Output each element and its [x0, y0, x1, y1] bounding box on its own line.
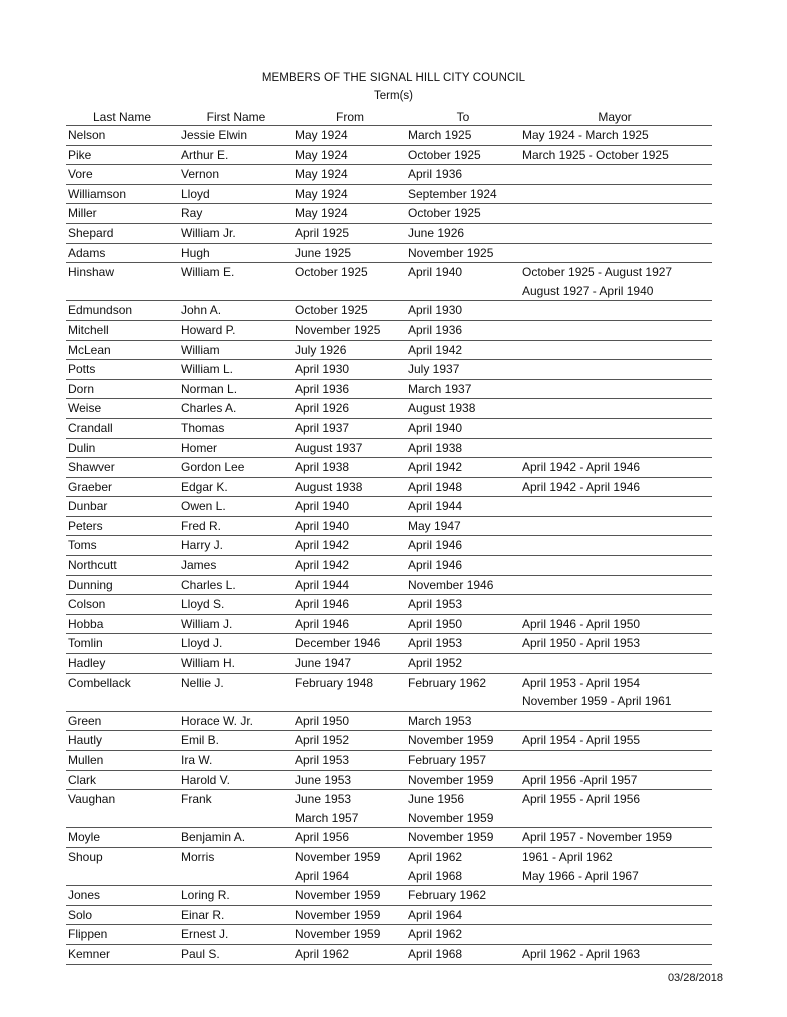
table-row: [66, 125, 712, 146]
term-from-cell: February 1948: [295, 675, 374, 690]
page-title: MEMBERS OF THE SIGNAL HILL CITY COUNCIL: [261, 72, 526, 84]
table-row-line: [66, 925, 712, 944]
table-row-line: [66, 419, 712, 438]
first-name-cell: Lloyd: [181, 186, 210, 201]
mayor-term-cell: April 1957 - November 1959: [522, 830, 673, 845]
table-row: [66, 556, 712, 576]
first-name-cell: Harry J.: [181, 538, 223, 553]
term-to-cell: June 1926: [408, 225, 465, 240]
first-name-cell: Edgar K.: [181, 479, 228, 494]
table-row: [66, 380, 712, 400]
mayor-term-cell: April 1955 - April 1956: [522, 792, 641, 807]
first-name-cell: Charles L.: [181, 577, 236, 592]
term-from-cell: June 1947: [295, 656, 352, 671]
last-name-cell: Dulin: [68, 440, 96, 455]
first-name-cell: Vernon: [181, 167, 220, 182]
first-name-cell: Loring R.: [181, 888, 230, 903]
term-from-cell: May 1924: [295, 206, 348, 221]
term-from-cell: November 1925: [295, 322, 381, 337]
term-from-cell: August 1938: [295, 479, 363, 494]
last-name-cell: Pike: [68, 147, 92, 162]
page-subtitle: Term(s): [374, 90, 413, 102]
table-row: [66, 576, 712, 596]
term-to-cell: February 1962: [408, 675, 487, 690]
last-name-cell: Moyle: [68, 830, 101, 845]
table-row-line: [66, 301, 712, 320]
term-from-cell: April 1953: [295, 753, 350, 767]
term-to-cell: July 1937: [408, 362, 460, 377]
table-row-line: [66, 244, 712, 263]
first-name-cell: Ernest J.: [181, 927, 229, 942]
last-name-cell: Dunning: [68, 577, 113, 592]
table-row-line: [66, 867, 712, 886]
term-to-cell: April 1938: [408, 440, 463, 455]
last-name-cell: Shawver: [68, 460, 115, 475]
table-row: [66, 654, 712, 674]
table-row-line: [66, 828, 712, 847]
term-to-cell: April 1940: [408, 420, 463, 435]
term-from-cell: May 1924: [295, 147, 348, 162]
last-name-cell: Hautly: [68, 733, 103, 748]
table-row: [66, 204, 712, 224]
term-from-cell: June 1953: [295, 772, 352, 787]
table-row-line: [66, 263, 712, 282]
column-header-first-name: First Name: [206, 110, 266, 124]
table-row: [66, 674, 712, 712]
table-row-line: [66, 848, 712, 867]
last-name-cell: Dunbar: [68, 499, 108, 514]
first-name-cell: Thomas: [181, 420, 225, 435]
last-name-cell: Dorn: [68, 381, 95, 396]
term-from-cell: November 1959: [295, 907, 381, 922]
term-from-cell: November 1959: [295, 849, 381, 864]
term-from-cell: April 1946: [295, 616, 350, 631]
table-row: [66, 615, 712, 635]
term-from-cell: April 1942: [295, 558, 350, 573]
table-row: [66, 478, 712, 498]
mayor-term-cell: April 1950 - April 1953: [522, 636, 641, 651]
term-to-cell: April 1968: [408, 946, 463, 961]
last-name-cell: Crandall: [68, 420, 113, 435]
term-to-cell: April 1948: [408, 479, 463, 494]
table-row: [66, 321, 712, 341]
term-from-cell: April 1926: [295, 401, 350, 416]
term-to-cell: April 1953: [408, 636, 463, 651]
last-name-cell: Potts: [68, 362, 96, 377]
last-name-cell: Adams: [68, 245, 106, 260]
last-name-cell: Weise: [68, 401, 102, 416]
table-row: [66, 712, 712, 732]
mayor-term-cell: April 1942 - April 1946: [522, 460, 641, 475]
term-to-cell: March 1925: [408, 128, 472, 142]
table-row-line: [66, 731, 712, 750]
term-to-cell: February 1957: [408, 753, 487, 767]
term-to-cell: April 1942: [408, 460, 463, 475]
first-name-cell: William J.: [181, 616, 233, 631]
last-name-cell: Clark: [68, 772, 97, 787]
table-row: [66, 360, 712, 380]
first-name-cell: John A.: [181, 303, 222, 318]
table-row-line: [66, 165, 712, 184]
table-row-line: [66, 399, 712, 418]
first-name-cell: Lloyd J.: [181, 636, 223, 651]
first-name-cell: Lloyd S.: [181, 597, 225, 612]
term-from-cell: April 1940: [295, 518, 350, 533]
mayor-term-cell: March 1925 - October 1925: [522, 147, 669, 162]
table-row-line: [66, 497, 712, 516]
table-row-line: [66, 945, 712, 964]
term-from-cell: May 1924: [295, 167, 348, 182]
term-from-cell: July 1926: [295, 342, 347, 357]
mayor-term-cell: November 1959 - April 1961: [522, 694, 672, 709]
table-row-line: [66, 654, 712, 673]
first-name-cell: Ira W.: [181, 753, 213, 767]
term-to-cell: September 1924: [408, 186, 497, 201]
term-from-cell: October 1925: [295, 265, 368, 280]
last-name-cell: Nelson: [68, 128, 106, 142]
first-name-cell: Charles A.: [181, 401, 237, 416]
term-from-cell: April 1944: [295, 577, 350, 592]
term-to-cell: April 1946: [408, 558, 463, 573]
term-from-cell: April 1942: [295, 538, 350, 553]
table-row: [66, 458, 712, 478]
first-name-cell: William L.: [181, 362, 234, 377]
term-from-cell: April 1962: [295, 946, 350, 961]
table-row-line: [66, 185, 712, 204]
term-to-cell: May 1947: [408, 518, 461, 533]
term-from-cell: May 1924: [295, 186, 348, 201]
first-name-cell: Hugh: [181, 245, 210, 260]
table-row-line: [66, 478, 712, 497]
table-row: [66, 848, 712, 886]
first-name-cell: Morris: [181, 849, 215, 864]
first-name-cell: William E.: [181, 265, 235, 280]
term-to-cell: June 1956: [408, 792, 465, 807]
table-row-line: [66, 204, 712, 223]
last-name-cell: Shepard: [68, 225, 114, 240]
table-row-line: [66, 536, 712, 555]
table-row-line: [66, 712, 712, 731]
last-name-cell: Mullen: [68, 753, 104, 767]
first-name-cell: Frank: [181, 792, 212, 807]
term-to-cell: April 1952: [408, 656, 463, 671]
table-row-line: [66, 771, 712, 790]
table-row-line: [66, 576, 712, 595]
term-to-cell: August 1938: [408, 401, 476, 416]
term-to-cell: November 1959: [408, 733, 494, 748]
table-row: [66, 399, 712, 419]
table-row: [66, 301, 712, 321]
table-row-line: [66, 458, 712, 477]
table-row: [66, 595, 712, 615]
last-name-cell: Miller: [68, 206, 97, 221]
term-from-cell: April 1946: [295, 597, 350, 612]
council-members-table: [66, 125, 712, 965]
first-name-cell: Horace W. Jr.: [181, 713, 254, 728]
table-row: [66, 165, 712, 185]
last-name-cell: Hadley: [68, 656, 106, 671]
mayor-term-cell: April 1954 - April 1955: [522, 733, 641, 748]
term-to-cell: March 1937: [408, 381, 472, 396]
table-row-line: [66, 341, 712, 360]
table-row-line: [66, 615, 712, 634]
last-name-cell: Williamson: [68, 186, 127, 201]
term-from-cell: June 1953: [295, 792, 352, 807]
term-from-cell: April 1936: [295, 381, 350, 396]
table-row: [66, 185, 712, 205]
term-to-cell: April 1944: [408, 499, 463, 514]
first-name-cell: Gordon Lee: [181, 460, 245, 475]
term-to-cell: April 1940: [408, 265, 463, 280]
term-to-cell: April 1962: [408, 849, 463, 864]
last-name-cell: Edmundson: [68, 303, 133, 318]
table-row: [66, 906, 712, 926]
table-row: [66, 517, 712, 537]
table-row: [66, 146, 712, 166]
term-to-cell: April 1936: [408, 167, 463, 182]
table-row-line: [66, 380, 712, 399]
term-from-cell: May 1924: [295, 128, 348, 142]
mayor-term-cell: August 1927 - April 1940: [522, 283, 654, 298]
term-to-cell: November 1959: [408, 810, 494, 825]
last-name-cell: Peters: [68, 518, 103, 533]
last-name-cell: Colson: [68, 597, 106, 612]
first-name-cell: William H.: [181, 656, 235, 671]
term-from-cell: August 1937: [295, 440, 363, 455]
last-name-cell: Graeber: [68, 479, 113, 494]
column-header-to: To: [456, 110, 470, 124]
table-row: [66, 419, 712, 439]
term-from-cell: April 1925: [295, 225, 350, 240]
first-name-cell: Harold V.: [181, 772, 230, 787]
term-from-cell: April 1937: [295, 420, 350, 435]
term-from-cell: April 1940: [295, 499, 350, 514]
term-from-cell: April 1956: [295, 830, 350, 845]
table-row-line: [66, 360, 712, 379]
term-to-cell: April 1953: [408, 597, 463, 612]
term-to-cell: April 1968: [408, 868, 463, 883]
last-name-cell: Kemner: [68, 946, 111, 961]
first-name-cell: William: [181, 342, 220, 357]
first-name-cell: Einar R.: [181, 907, 225, 922]
mayor-term-cell: October 1925 - August 1927: [522, 265, 673, 280]
last-name-cell: Toms: [68, 538, 97, 553]
term-to-cell: November 1925: [408, 245, 494, 260]
term-from-cell: April 1930: [295, 362, 350, 377]
table-row-line: [66, 634, 712, 653]
term-to-cell: October 1925: [408, 206, 481, 221]
term-to-cell: April 1946: [408, 538, 463, 553]
term-from-cell: April 1952: [295, 733, 350, 748]
term-from-cell: December 1946: [295, 636, 381, 651]
first-name-cell: Ray: [181, 206, 203, 221]
last-name-cell: Hobba: [68, 616, 104, 631]
last-name-cell: Flippen: [68, 927, 108, 942]
table-row-line: [66, 751, 712, 770]
column-header-from: From: [336, 110, 364, 124]
last-name-cell: Shoup: [68, 849, 103, 864]
table-row-line: [66, 439, 712, 458]
term-from-cell: April 1938: [295, 460, 350, 475]
first-name-cell: James: [181, 558, 217, 573]
term-to-cell: April 1962: [408, 927, 463, 942]
first-name-cell: Owen L.: [181, 499, 226, 514]
table-row-line: [66, 556, 712, 575]
first-name-cell: Jessie Elwin: [181, 128, 248, 142]
table-row: [66, 536, 712, 556]
mayor-term-cell: April 1962 - April 1963: [522, 946, 641, 961]
term-from-cell: April 1964: [295, 868, 350, 883]
term-to-cell: November 1959: [408, 830, 494, 845]
table-row-line: [66, 126, 712, 145]
table-row: [66, 497, 712, 517]
table-row: [66, 224, 712, 244]
table-row-line: [66, 674, 712, 693]
first-name-cell: William Jr.: [181, 225, 236, 240]
table-row-line: [66, 906, 712, 925]
document-date: 03/28/2018: [667, 972, 723, 984]
term-from-cell: April 1950: [295, 713, 350, 728]
last-name-cell: Vore: [68, 167, 93, 182]
table-row-line: [66, 809, 712, 828]
table-row-line: [66, 595, 712, 614]
table-row-line: [66, 886, 712, 905]
last-name-cell: Combellack: [68, 675, 131, 690]
last-name-cell: Vaughan: [68, 792, 116, 807]
table-row: [66, 341, 712, 361]
term-from-cell: October 1925: [295, 303, 368, 318]
table-row: [66, 790, 712, 828]
table-row: [66, 263, 712, 301]
last-name-cell: Jones: [68, 888, 101, 903]
term-from-cell: November 1959: [295, 927, 381, 942]
mayor-term-cell: 1961 - April 1962: [522, 849, 613, 864]
table-row-line: [66, 282, 712, 301]
term-to-cell: April 1930: [408, 303, 463, 318]
table-row-line: [66, 517, 712, 536]
table-row: [66, 886, 712, 906]
table-row: [66, 439, 712, 459]
table-row: [66, 751, 712, 771]
term-from-cell: June 1925: [295, 245, 352, 260]
table-row: [66, 244, 712, 264]
table-row: [66, 945, 712, 965]
table-row: [66, 925, 712, 945]
term-to-cell: March 1953: [408, 713, 472, 728]
last-name-cell: Northcutt: [68, 558, 117, 573]
term-to-cell: April 1964: [408, 907, 463, 922]
last-name-cell: Tomlin: [68, 636, 103, 651]
mayor-term-cell: April 1956 -April 1957: [522, 772, 638, 787]
last-name-cell: Green: [68, 713, 102, 728]
last-name-cell: Solo: [68, 907, 93, 922]
term-to-cell: October 1925: [408, 147, 481, 162]
term-to-cell: April 1936: [408, 322, 463, 337]
first-name-cell: Emil B.: [181, 733, 220, 748]
mayor-term-cell: May 1924 - March 1925: [522, 128, 649, 142]
first-name-cell: Arthur E.: [181, 147, 229, 162]
term-to-cell: November 1946: [408, 577, 494, 592]
first-name-cell: Howard P.: [181, 322, 236, 337]
first-name-cell: Norman L.: [181, 381, 238, 396]
term-to-cell: April 1942: [408, 342, 463, 357]
first-name-cell: Homer: [181, 440, 218, 455]
table-row-line: [66, 321, 712, 340]
table-row: [66, 634, 712, 654]
table-row: [66, 828, 712, 848]
mayor-term-cell: April 1953 - April 1954: [522, 675, 641, 690]
first-name-cell: Nellie J.: [181, 675, 224, 690]
last-name-cell: Hinshaw: [68, 265, 115, 280]
mayor-term-cell: April 1946 - April 1950: [522, 616, 641, 631]
table-row-line: [66, 692, 712, 711]
table-row: [66, 731, 712, 751]
first-name-cell: Fred R.: [181, 518, 222, 533]
mayor-term-cell: May 1966 - April 1967: [522, 868, 639, 883]
last-name-cell: McLean: [68, 342, 111, 357]
column-header-last-name: Last Name: [92, 110, 152, 124]
term-to-cell: April 1950: [408, 616, 463, 631]
column-header-mayor: Mayor: [598, 110, 632, 124]
table-row: [66, 771, 712, 791]
table-row-line: [66, 790, 712, 809]
term-from-cell: March 1957: [295, 810, 359, 825]
mayor-term-cell: April 1942 - April 1946: [522, 479, 641, 494]
table-row-line: [66, 224, 712, 243]
first-name-cell: Benjamin A.: [181, 830, 246, 845]
table-row-line: [66, 146, 712, 165]
last-name-cell: Mitchell: [68, 322, 109, 337]
term-from-cell: November 1959: [295, 888, 381, 903]
term-to-cell: February 1962: [408, 888, 487, 903]
term-to-cell: November 1959: [408, 772, 494, 787]
first-name-cell: Paul S.: [181, 946, 220, 961]
